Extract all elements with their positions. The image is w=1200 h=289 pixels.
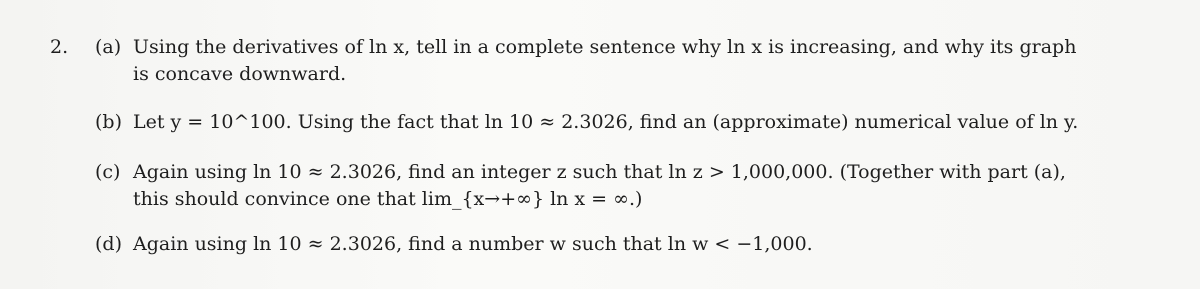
part-b-line-1: Let y = 10^100. Using the fact that ln 10 ≈ 2.3026, find an (approximate) numerical value of ln y. (133, 111, 1079, 133)
part-d-label: (d) (95, 233, 122, 255)
part-c-line-1: Again using ln 10 ≈ 2.3026, find an integer z such that ln z > 1,000,000. (Together with part (a), (133, 161, 1066, 183)
part-a-line-1: Using the derivatives of ln x, tell in a complete sentence why ln x is increasing, and why its graph (133, 36, 1077, 58)
part-c-line-2: this should convince one that lim_{x→+∞} ln x = ∞.) (133, 188, 643, 210)
part-b-label: (b) (95, 111, 122, 133)
part-a-label: (a) (95, 36, 122, 58)
part-c-label: (c) (95, 161, 121, 183)
part-a-line-2: is concave downward. (133, 63, 347, 85)
part-d-line-1: Again using ln 10 ≈ 2.3026, find a number w such that ln w < −1,000. (133, 233, 813, 255)
problem-number: 2. (50, 36, 69, 58)
